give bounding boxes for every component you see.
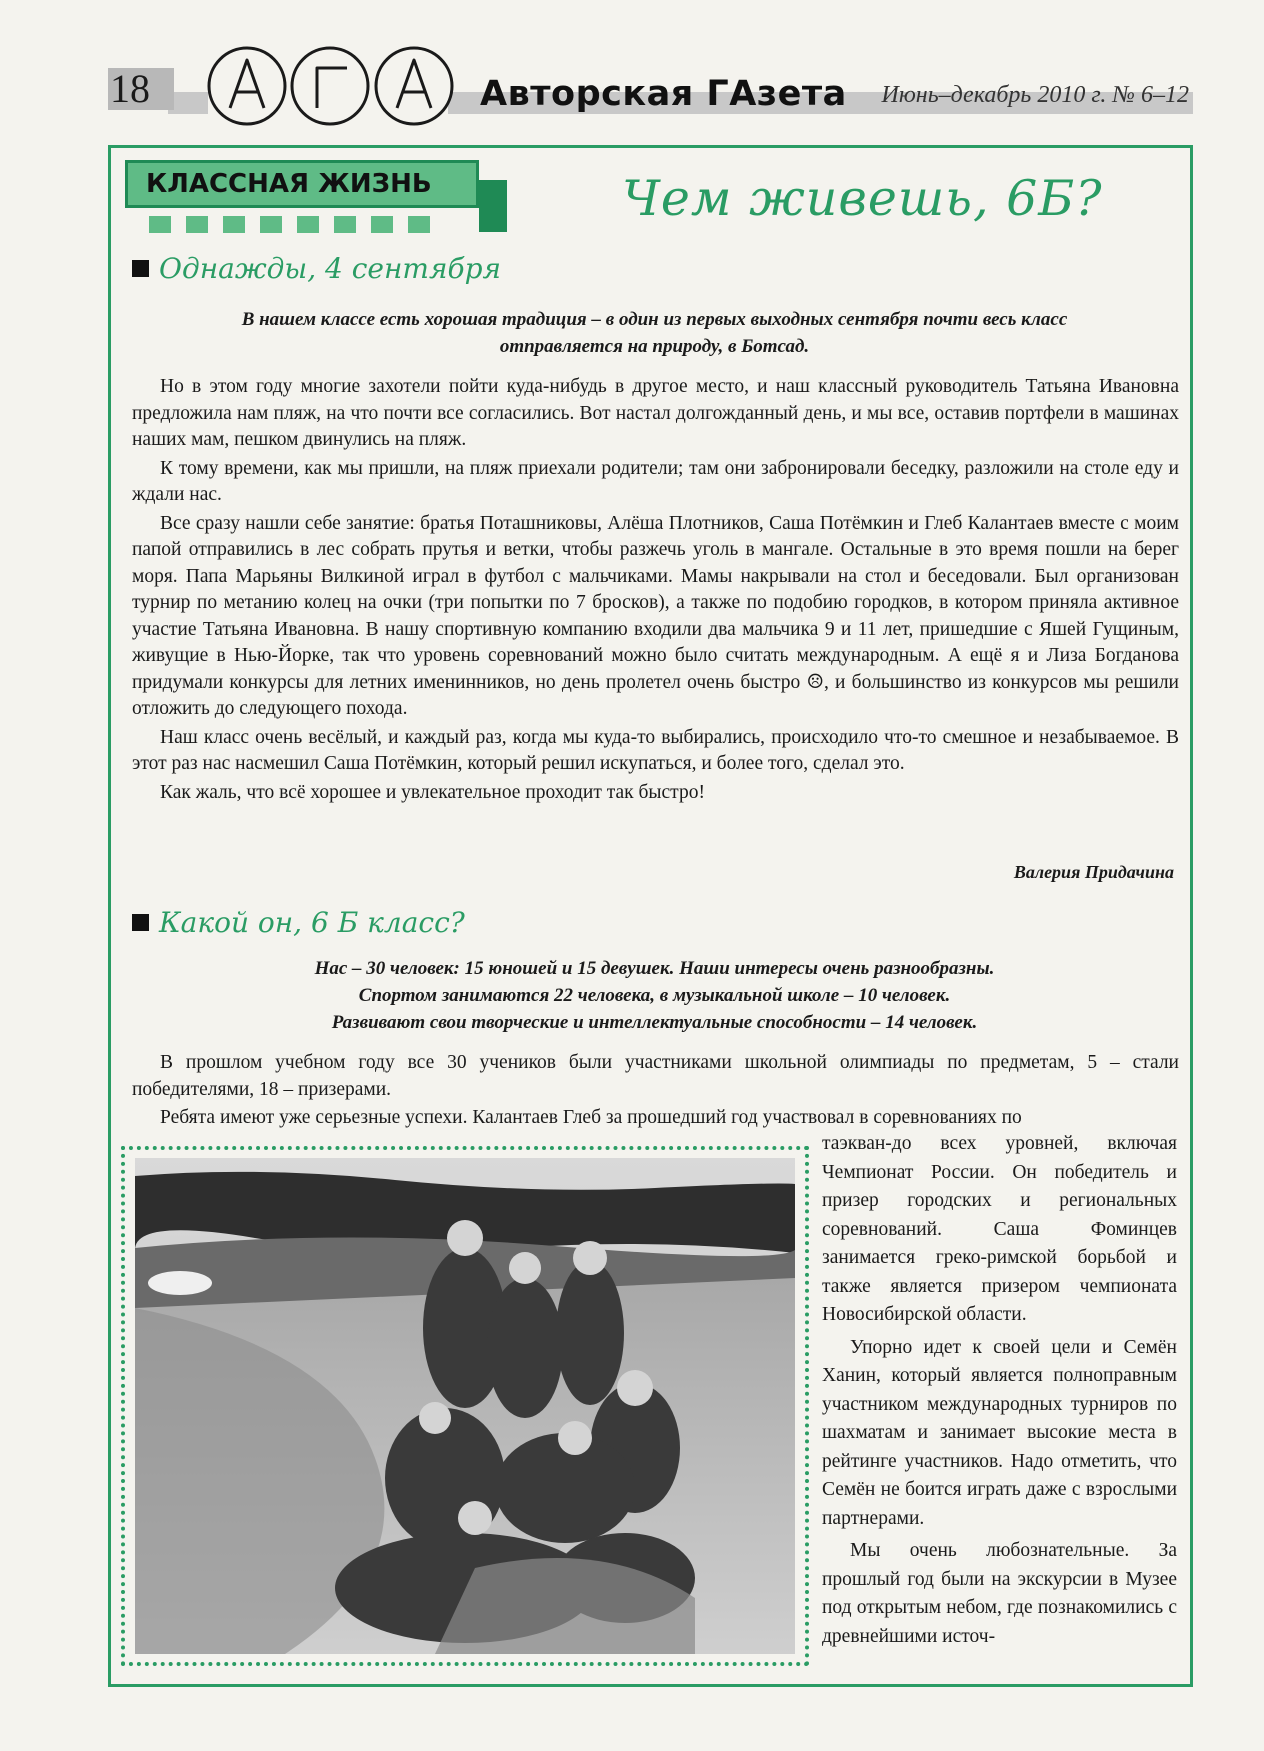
rubric [125,160,509,232]
rubric-bar [479,180,507,232]
rubric-decoration [149,216,430,233]
paragraph: К тому времени, как мы пришли, на пляж приехали родители; там они забронировали беседку, разложили на столе еду и ждали нас. [132,457,1179,505]
bullet-square-icon [132,914,149,931]
paragraph: Мы очень любознательные. За прошлый год были на экскурсии в Музее под открытым небом, где познакомились с древнейшими источ- [822,1540,1177,1647]
paragraph: Как жаль, что всё хорошее и увлекательное проходит так быстро! [160,781,705,803]
paragraph: Упорно идет к своей цели и Семён Ханин, который является полноправным участником международных турниров по шахматам и занимает высокие места в рейтинге участников. Надо отметить, что Семён не боится играть даже с взрослыми партнерами. [822,1336,1177,1529]
section-title-text: Какой он, 6 Б класс? [159,906,465,939]
rubric-label: КЛАССНАЯ ЖИЗНЬ [146,169,432,199]
paragraph: таэкван-до всех уровней, включая Чемпионат России. Он победитель и призер городских и региональных соревнований. Саша Фоминцев занимается греко-римской борьбой и также является призером чемпионата Новосибирской области. [822,1133,1177,1325]
masthead [108,40,1193,120]
article-headline: Чем живешь, 6Б? [622,170,1103,227]
section-body [132,374,1179,808]
section-body [132,1050,1179,1134]
section-lead [132,306,1177,360]
column-text [822,1130,1177,1655]
paragraph: В прошлом учебном году все 30 учеников были участниками школьной олимпиады по предметам, 5 – стали победителями, 18 – призерами. [132,1052,1179,1100]
bullet-square-icon [132,260,149,277]
lead-line: Развивают свои творческие и интеллектуальные способности – 14 человек. [331,1012,978,1033]
issue-info: Июнь–декабрь 2010 г. № 6–12 [881,82,1189,108]
section-title [132,252,501,285]
class-photo-image [135,1158,795,1654]
newspaper-logo [202,40,460,126]
paragraph: Но в этом году многие захотели пойти куда-нибудь в другое место, и наш классный руководитель Татьяна Ивановна предложила нам пляж, на что почти все согласились. Вот настал долгожданный день, и мы все, оставив портфели в машинах наших мам, пешком двинулись на пляж. [132,376,1179,450]
page-number: 18 [108,68,174,110]
lead-line: Нас – 30 человек: 15 юношей и 15 девушек. Наши интересы очень разнообразны. [314,958,995,979]
lead-line: В нашем классе есть хорошая традиция – в один из первых выходных сентября почти весь класс [241,309,1068,330]
paragraph: Ребята имеют уже серьезные успехи. Калантаев Глеб за прошедший год участвовал в соревнованиях по [160,1107,1022,1128]
paragraph: Наш класс очень весёлый, и каждый раз, когда мы куда-то выбирались, происходило что-то смешное и незабываемое. В этот раз нас насмешил Саша Потёмкин, который решил искупаться, и более того, сделал это. [132,726,1179,774]
lead-line: Спортом занимаются 22 человека, в музыкальной школе – 10 человек. [358,985,951,1006]
lead-line: отправляется на природу, в Ботсад. [499,336,810,357]
section-lead [132,955,1177,1036]
section-title [132,906,465,939]
author-signature: Валерия Придачина [1013,862,1174,882]
rubric-box [125,160,479,208]
paragraph: Все сразу нашли себе занятие: братья Поташниковы, Алёша Плотников, Саша Потёмкин и Глеб Калантаев вместе с моим папой отправились в лес собрать прутья и ветки, чтобы разжечь уголь в мангале. Остальные в это время пошли на берег моря. Папа Марьяны Вилкиной играл в футбол с мальчиками. Мамы накрывали на стол и беседовали. Был организован турнир по метанию колец на очки (три попытки по 7 бросков), а также по подобию городков, в котором приняла активное участие Татьяна Ивановна. В нашу спортивную компанию входили два мальчика 9 и 11 лет, пришедшие с Яшей Гущиным, живущие в Нью-Йорке, так что уровень соревнований можно было считать международным. А ещё я и Лиза Богданова придумали конкурсы для летних именинников, но день пролетел очень быстро ☹, и большинство из конкурсов мы решили отложить до следующего похода. [132,512,1179,719]
class-photo [135,1158,795,1654]
paper-title: Авторская ГАзета [480,74,847,114]
section-title-text: Однажды, 4 сентября [159,252,502,285]
